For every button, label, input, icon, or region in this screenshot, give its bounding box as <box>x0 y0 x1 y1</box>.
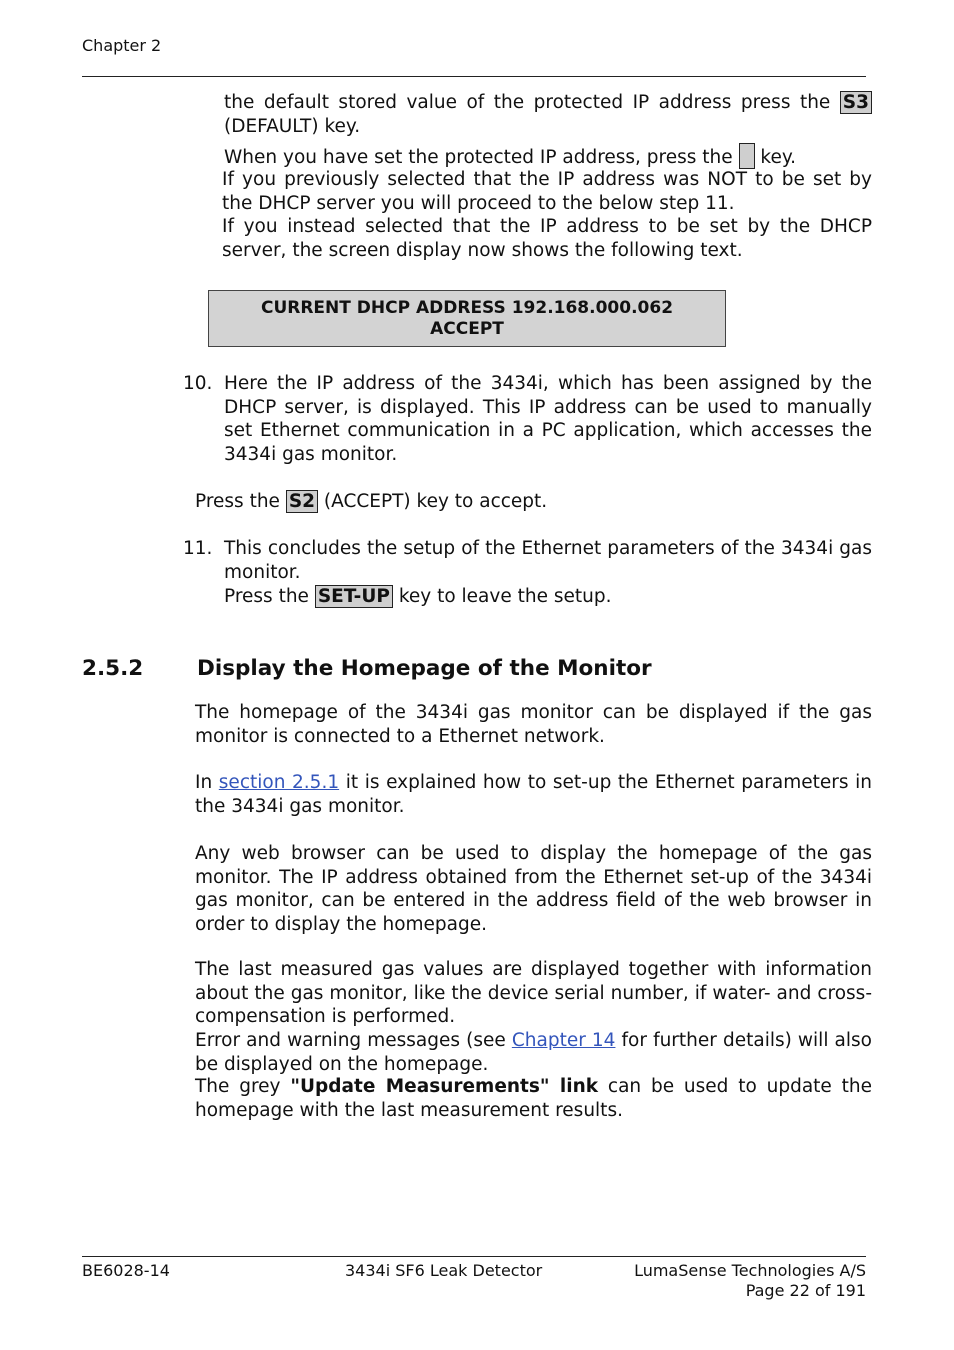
web-browser-paragraph: Any web browser can be used to display the homepage of the gas monitor. The IP address obtained from the Ethernet set-up of the 3434i gas monitor, can be entered in the address field of the web browser in order to display the homepage. <box>195 843 872 935</box>
section-title: Display the Homepage of the Monitor <box>197 656 652 681</box>
step-10-number: 10. <box>183 373 213 394</box>
update-link-paragraph: The grey "Update Measurements" link can be used to update the homepage with the last measurement results. <box>195 1076 872 1121</box>
step-11-text: This concludes the setup of the Ethernet parameters of the 3434i gas monitor. <box>224 538 872 583</box>
setup-reference-paragraph: In section 2.5.1 it is explained how to set-up the Ethernet parameters in the 3434i gas monitor. <box>195 772 872 817</box>
s2-key-label: S2 <box>286 490 318 513</box>
chapter-14-link[interactable]: Chapter 14 <box>511 1030 616 1051</box>
press-setup-instruction: Press the SET-UP key to leave the setup. <box>224 586 612 607</box>
dhcp-display-line2: ACCEPT <box>430 319 504 339</box>
dhcp-display-box <box>208 290 726 347</box>
footer-product: 3434i SF6 Leak Detector <box>345 1261 543 1280</box>
homepage-intro-paragraph: The homepage of the 3434i gas monitor can be displayed if the gas monitor is connected to a Ethernet network. <box>195 702 872 747</box>
footer-page-number: Page 22 of 191 <box>745 1281 866 1300</box>
dhcp-display-line1: CURRENT DHCP ADDRESS 192.168.000.062 <box>260 298 674 318</box>
section-2-5-1-link[interactable]: section 2.5.1 <box>218 772 340 793</box>
step-11-number: 11. <box>183 538 213 559</box>
footer-rule <box>82 1256 866 1257</box>
step-10-text: Here the IP address of the 3434i, which has been assigned by the DHCP server, is displayed. This IP address can be used to manually set Ethernet communication in a PC application, which accesses the 3434i gas monitor. <box>224 373 872 465</box>
not-dhcp-paragraph: If you previously selected that the IP address was NOT to be set by the DHCP server you will proceed to the below step 11. <box>222 169 872 214</box>
footer-company: LumaSense Technologies A/S <box>634 1261 866 1280</box>
blank-key-icon <box>739 143 755 169</box>
header-rule <box>82 76 866 77</box>
s3-key-label: S3 <box>840 91 872 114</box>
dhcp-paragraph: If you instead selected that the IP address to be set by the DHCP server, the screen display now shows the following text. <box>222 216 872 261</box>
section-number: 2.5.2 <box>82 656 144 681</box>
running-header: Chapter 2 <box>82 36 162 55</box>
press-s2-instruction: Press the S2 (ACCEPT) key to accept. <box>195 491 548 512</box>
default-key-instruction: the default stored value of the protected IP address press the S3 (DEFAULT) key. <box>224 91 872 138</box>
setup-key-label: SET-UP <box>315 585 393 608</box>
measured-values-paragraph: The last measured gas values are displayed together with information about the gas monitor, like the device serial number, if water- and cross-compensation is performed. <box>195 959 872 1027</box>
error-messages-paragraph: Error and warning messages (see Chapter 14 for further details) will also be displayed on the homepage. <box>195 1030 872 1075</box>
set-address-instruction: When you have set the protected IP address, press the key. <box>224 143 872 170</box>
footer-doc-id: BE6028-14 <box>82 1261 170 1280</box>
